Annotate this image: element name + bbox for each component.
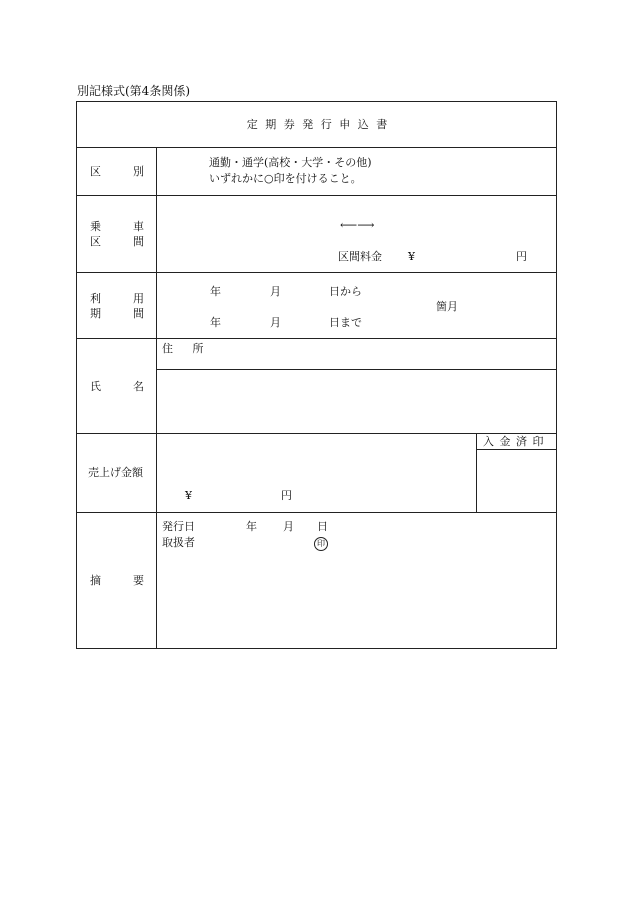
period-until-year: 年 xyxy=(210,316,221,329)
fare-yen-symbol: ¥ xyxy=(408,250,415,263)
form-title: 定 期 券 発 行 申 込 書 xyxy=(246,118,390,131)
stamp-header-divider xyxy=(476,449,556,450)
category-instruction: いずれかに○印を付けること。 xyxy=(209,172,362,185)
period-from-year: 年 xyxy=(210,285,221,298)
form-border-bottom xyxy=(76,648,557,649)
category-label-part2: 別 xyxy=(133,165,144,178)
fare-en-unit: 円 xyxy=(516,250,527,263)
category-options[interactable]: 通勤・通学(高校・大学・その他) xyxy=(209,156,372,169)
remarks-label-part2: 要 xyxy=(133,574,144,587)
period-until-day: 日まで xyxy=(329,316,362,329)
name-label-part1: 氏 xyxy=(90,380,101,393)
receipt-stamp-label: 入 金 済 印 xyxy=(483,435,545,448)
sales-en-unit: 円 xyxy=(281,489,292,502)
sales-yen-symbol: ¥ xyxy=(185,489,192,502)
period-label-2b: 間 xyxy=(133,307,144,320)
row-divider-name xyxy=(76,433,556,434)
period-label-1b: 用 xyxy=(133,292,144,305)
remarks-label-part1: 摘 xyxy=(90,574,101,587)
handler-label: 取扱者 xyxy=(162,536,195,549)
label-column-divider xyxy=(156,147,157,649)
period-until-month: 月 xyxy=(270,316,281,329)
fare-label: 区間料金 xyxy=(338,250,382,263)
form-reference: 別記様式(第4条関係) xyxy=(77,84,190,98)
row-divider-title xyxy=(76,147,556,148)
section-label-1a: 乗 xyxy=(90,220,101,233)
section-label-2b: 間 xyxy=(133,235,144,248)
period-label-2a: 期 xyxy=(90,307,101,320)
row-divider-address xyxy=(156,369,556,370)
issue-date-month: 月 xyxy=(283,520,294,533)
form-border-left xyxy=(76,101,77,649)
issue-date-year: 年 xyxy=(246,520,257,533)
section-label-1b: 車 xyxy=(133,220,144,233)
period-months-unit: 箇月 xyxy=(436,300,458,313)
seal-icon: 印 xyxy=(314,537,328,551)
issue-date-day: 日 xyxy=(317,520,328,533)
address-label: 住 所 xyxy=(162,342,212,355)
name-label-part2: 名 xyxy=(133,380,144,393)
period-from-day: 日から xyxy=(329,285,362,298)
row-divider-section xyxy=(76,272,556,273)
form-border-top xyxy=(76,101,556,102)
form-border-right xyxy=(556,101,557,649)
stamp-column-divider xyxy=(476,433,477,513)
sales-amount-label: 売上げ金額 xyxy=(88,466,143,479)
row-divider-category xyxy=(76,195,556,196)
row-divider-sales xyxy=(76,512,556,513)
category-label-part1: 区 xyxy=(90,165,101,178)
period-from-month: 月 xyxy=(270,285,281,298)
row-divider-period xyxy=(76,338,556,339)
section-arrow-icon: ⟵⟶ xyxy=(340,218,375,232)
section-label-2a: 区 xyxy=(90,235,101,248)
issue-date-label: 発行日 xyxy=(162,520,195,533)
period-label-1a: 利 xyxy=(90,292,101,305)
